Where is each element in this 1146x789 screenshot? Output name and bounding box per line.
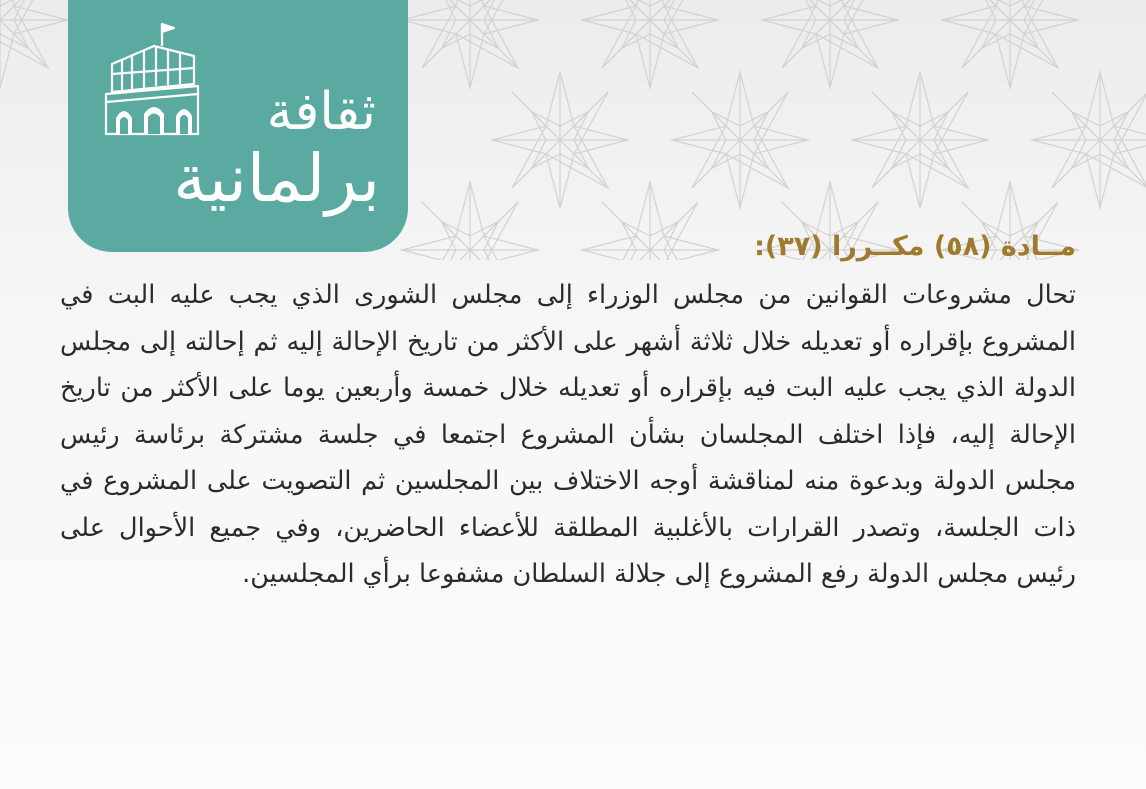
article-heading: مــادة (٥٨) مكــررا (٣٧): <box>754 231 1076 262</box>
logo-tile <box>68 0 408 252</box>
article-body: تحال مشروعات القوانين من مجلس الوزراء إلى مجلس الشورى الذي يجب عليه البت في المشروع بإقراره أو تعديله خلال ثلاثة أشهر على الأكثر من تاريخ الإحالة إليه ثم إحالته إلى مجلس الدولة الذي يجب عليه البت فيه بإقراره أو تعديله خلال خمسة وأربعين يوما على الأكثر من تاريخ الإحالة إليه، فإذا اختلف المجلسان بشأن المشروع اجتمعا في جلسة مشتركة برئاسة رئيس مجلس الدولة وبدعوة منه لمناقشة أوجه الاختلاف بين المجلسين ثم التصويت على المشروع في ذات الجلسة، وتصدر القرارات بالأغلبية المطلقة للأعضاء الحاضرين، وفي جميع الأحوال على رئيس مجلس الدولة رفع المشروع إلى جلالة السلطان مشفوعا برأي المجلسين. <box>60 280 1076 589</box>
fort-icon <box>98 22 208 140</box>
logo-word-barlamaniya: برلمانية <box>173 140 380 217</box>
logo-word-thaqafa: ثقافة <box>266 82 376 142</box>
